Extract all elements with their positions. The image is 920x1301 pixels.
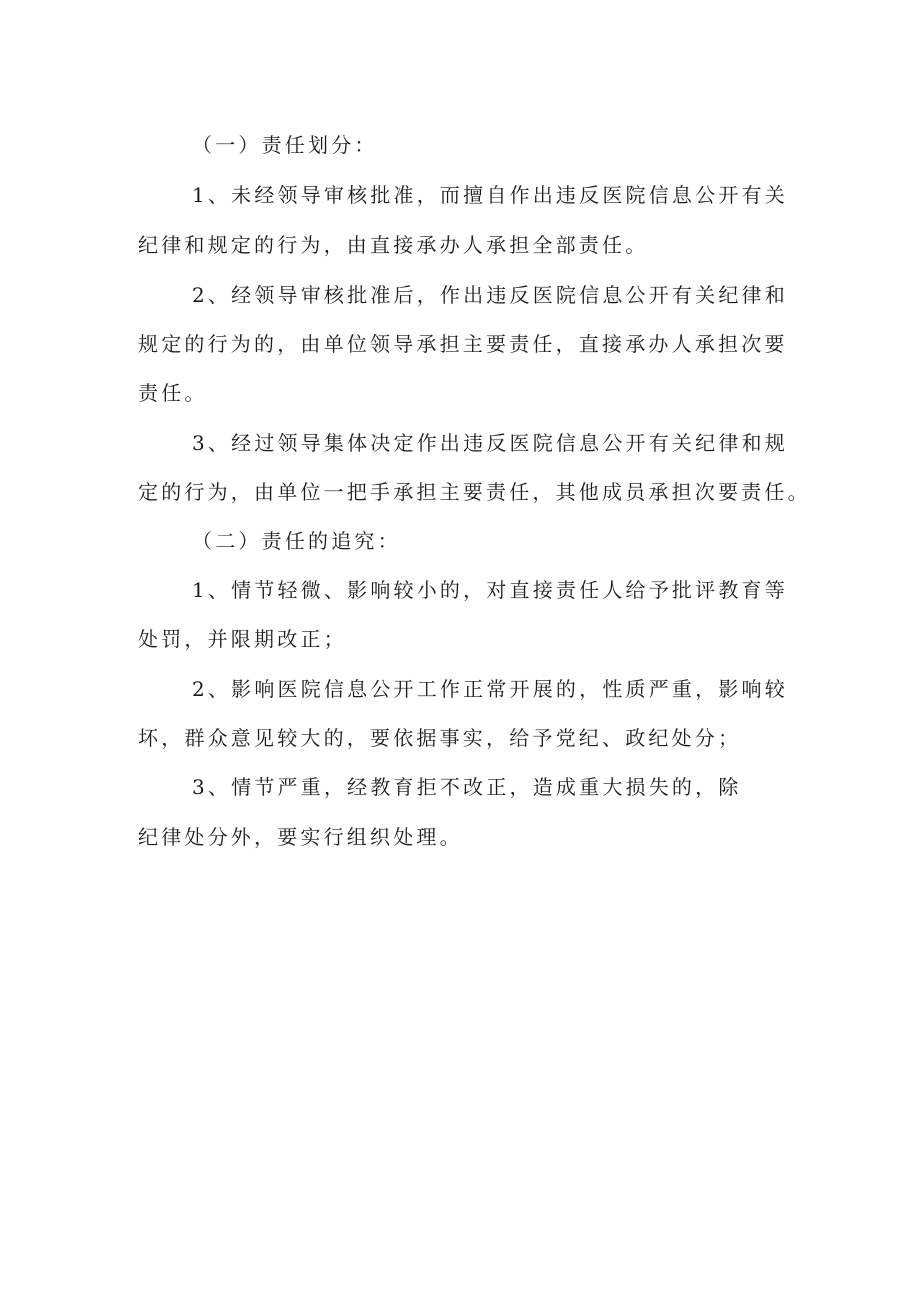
paragraph-line: 纪律和规定的行为，由直接承办人承担全部责任。	[138, 233, 649, 257]
paragraph-line: 2、影响医院信息公开工作正常开展的，性质严重，影响较	[192, 677, 788, 701]
paragraph-line: 定的行为，由单位一把手承担主要责任，其他成员承担次要责任。	[138, 480, 811, 504]
section-heading-accountability: （二）责任的追究：	[192, 529, 401, 553]
paragraph-line: 处罚，并限期改正；	[138, 627, 347, 651]
paragraph-line: 2、经领导审核批准后，作出违反医院信息公开有关纪律和	[192, 283, 788, 307]
paragraph-line: 1、情节轻微、影响较小的，对直接责任人给予批评教育等	[192, 578, 788, 602]
paragraph-line: 坏，群众意见较大的，要依据事实，给予党纪、政纪处分；	[138, 726, 742, 750]
paragraph-line: 规定的行为的，由单位领导承担主要责任，直接承办人承担次要	[138, 332, 788, 356]
paragraph-line: 3、情节严重，经教育拒不改正，造成重大损失的，除	[192, 775, 742, 799]
paragraph-line: 3、经过领导集体决定作出违反医院信息公开有关纪律和规	[192, 431, 788, 455]
section-heading-responsibility-division: （一）责任划分：	[192, 133, 378, 157]
paragraph-line: 1、未经领导审核批准，而擅自作出违反医院信息公开有关	[192, 183, 788, 207]
paragraph-line: 责任。	[138, 381, 208, 405]
paragraph-line: 纪律处分外，要实行组织处理。	[138, 825, 463, 849]
